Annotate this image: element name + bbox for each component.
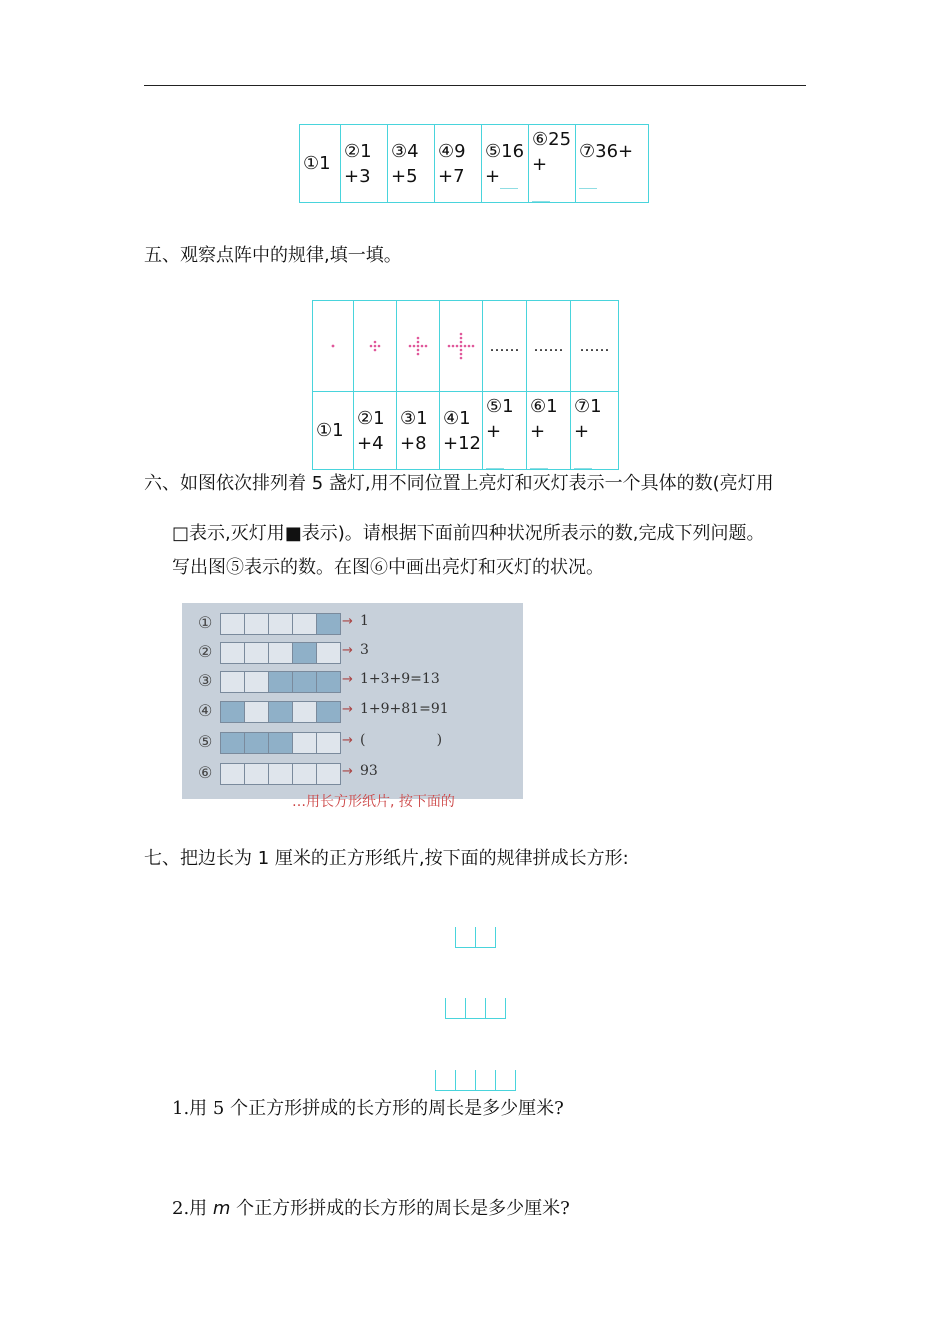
row-value: 93 (360, 763, 378, 779)
photo-footer-text: …用长方形纸片, 按下面的 (292, 794, 455, 810)
lamp-photo (182, 603, 523, 810)
sequence-table (299, 124, 649, 203)
dots-5: …… (483, 301, 527, 392)
dots-2 (354, 301, 397, 392)
cell-4: ④9 +7 (435, 125, 482, 203)
cell-3: ③4 +5 (388, 125, 435, 203)
section7-heading: 七、把边长为 1 厘米的正方形纸片,按下面的规律拼成长方形: (144, 848, 629, 869)
section6-instruction: 写出图⑤表示的数。在图⑥中画出亮灯和灭灯的状况。 (172, 557, 604, 578)
cell-2: ②1 +3 (341, 125, 388, 203)
row-label: ⑤ (198, 732, 213, 751)
count-6: ⑥1 + (527, 392, 571, 470)
dots-4 (440, 301, 483, 392)
q2-variable: m (212, 1198, 231, 1219)
question-1: 1.用 5 个正方形拼成的长方形的周长是多少厘米? (172, 1098, 564, 1119)
dot-pattern-1 (318, 331, 348, 361)
row-label: ② (198, 642, 213, 661)
dots-1 (313, 301, 354, 392)
count-1: ①1 (313, 392, 354, 470)
arrow-icon: → (342, 702, 353, 717)
row-label: ③ (198, 671, 213, 690)
dot-pattern-4 (441, 326, 481, 366)
dot-pattern-2 (360, 331, 390, 361)
lamp-row (182, 732, 523, 756)
lamp-cells-drawn (220, 701, 341, 723)
cell-5: ⑤16 + (482, 125, 529, 203)
lamp-cells-drawn (220, 642, 341, 664)
row-label: ④ (198, 701, 213, 720)
lamp-cells-drawn (220, 613, 341, 635)
q2-prefix: 2.用 (172, 1198, 213, 1219)
lamp-row (182, 671, 523, 695)
dots-3 (397, 301, 440, 392)
arrow-icon: → (342, 672, 353, 687)
dots-7: …… (571, 301, 619, 392)
answer-blank[interactable] (532, 185, 550, 202)
dot-pattern-3 (401, 329, 435, 363)
arrow-icon: → (342, 614, 353, 629)
cell-6: ⑥25 + (529, 125, 576, 203)
lamp-cells-drawn (220, 732, 341, 754)
row-value: 1+3+9=13 (360, 671, 440, 687)
section6-heading-line1: 六、如图依次排列着 5 盏灯,用不同位置上亮灯和灭灯表示一个具体的数(亮灯用 (144, 473, 774, 494)
strip-4-squares (435, 1070, 516, 1091)
row-value: 1 (360, 613, 369, 629)
question-2 (172, 1194, 570, 1220)
lamp-cells-drawn (220, 671, 341, 693)
row-value: 3 (360, 642, 369, 658)
arrow-icon: → (342, 764, 353, 779)
row-value: 1+9+81=91 (360, 701, 449, 717)
cell-1: ①1 (300, 125, 341, 203)
count-5: ⑤1 + (483, 392, 527, 470)
section5-heading: 五、观察点阵中的规律,填一填。 (144, 245, 402, 266)
lamp-row (182, 642, 523, 666)
count-2: ②1 +4 (354, 392, 397, 470)
answer-blank[interactable] (579, 172, 597, 189)
dot-pattern-table (312, 300, 619, 470)
dots-6: …… (527, 301, 571, 392)
answer-blank[interactable] (500, 172, 518, 189)
row-value[interactable]: ( ) (360, 732, 443, 748)
header-rule (144, 85, 806, 86)
arrow-icon: → (342, 733, 353, 748)
strip-2-squares (455, 927, 496, 948)
lamp-row (182, 763, 523, 787)
section6-heading-line2: □表示,灭灯用■表示)。请根据下面前四种状况所表示的数,完成下列问题。 (172, 523, 765, 544)
strip-3-squares (445, 998, 506, 1019)
answer-blank[interactable] (574, 452, 592, 469)
count-7: ⑦1 + (571, 392, 619, 470)
row-label: ⑥ (198, 763, 213, 782)
q2-suffix: 个正方形拼成的长方形的周长是多少厘米? (230, 1198, 570, 1219)
lamp-row (182, 701, 523, 725)
answer-blank[interactable] (486, 452, 504, 469)
row-label: ① (198, 613, 213, 632)
arrow-icon: → (342, 643, 353, 658)
lamp-cells-drawn[interactable] (220, 763, 341, 785)
lamp-row (182, 613, 523, 637)
cell-7: ⑦36+ (576, 125, 649, 203)
count-3: ③1 +8 (397, 392, 440, 470)
count-4: ④1 +12 (440, 392, 483, 470)
answer-blank[interactable] (530, 452, 548, 469)
